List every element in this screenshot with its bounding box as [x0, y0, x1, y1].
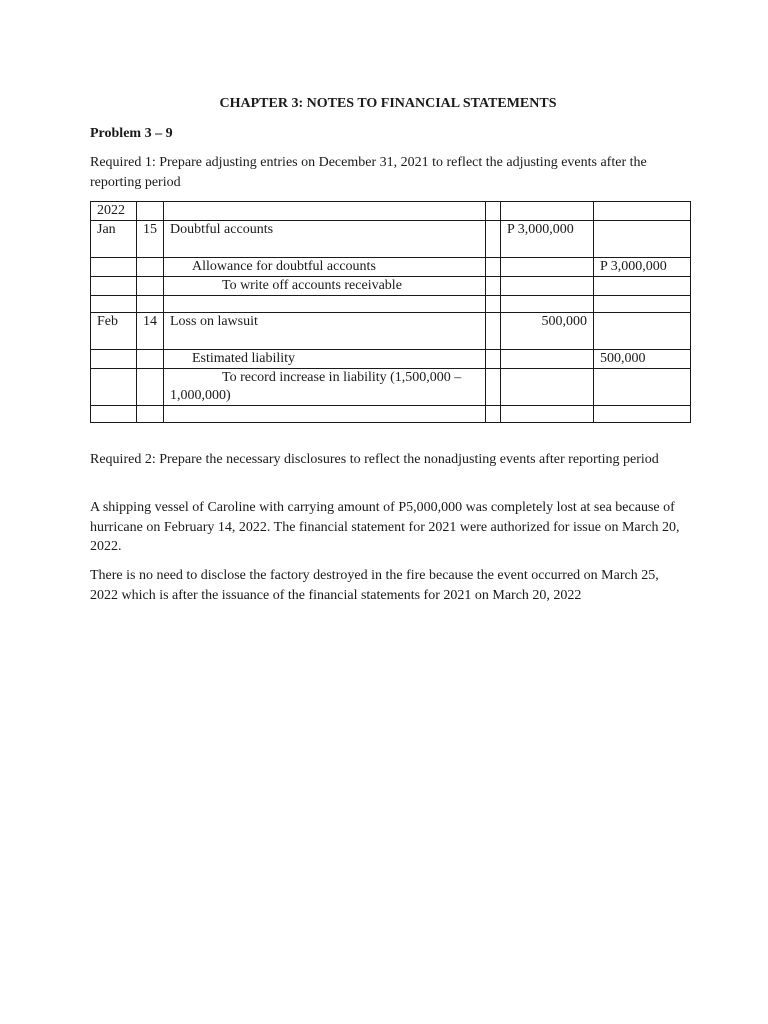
debit-account-cell: Doubtful accounts [164, 221, 486, 258]
year-cell: 2022 [91, 202, 137, 221]
explanation-cell: To write off accounts receivable [222, 278, 402, 293]
chapter-title: CHAPTER 3: NOTES TO FINANCIAL STATEMENTS [219, 96, 557, 111]
table-row [91, 296, 691, 313]
table-row [91, 369, 691, 406]
debit-amount-cell: P 3,000,000 [501, 221, 594, 258]
table-row [91, 406, 691, 423]
table-row [91, 258, 691, 277]
credit-amount-cell: 500,000 [594, 350, 691, 369]
credit-account-cell: Estimated liability [192, 351, 296, 366]
table-row [91, 202, 691, 221]
disclosure-paragraph-2: There is no need to disclose the factory destroyed in the fire because the event occurred on March 25, 2022 which is after the issuance of the financial statements for 2021 on March 20, 2022 [90, 568, 659, 603]
problem-heading: Problem 3 – 9 [90, 126, 173, 141]
required-2-text: Required 2: Prepare the necessary disclosures to reflect the nonadjusting events after reporting period [90, 452, 659, 467]
credit-account-cell: Allowance for doubtful accounts [192, 259, 376, 274]
table-row [91, 313, 691, 350]
explanation-text: To record increase in liability (1,500,000 – 1,000,000) [170, 370, 462, 403]
explanation-cell [164, 369, 486, 406]
day-cell: 15 [137, 221, 164, 258]
debit-account-cell: Loss on lawsuit [164, 313, 486, 350]
disclosure-paragraph-1: A shipping vessel of Caroline with carrying amount of P5,000,000 was completely lost at sea because of hurricane on February 14, 2022. The financial statement for 2021 were authorized for issue on March 20, 2022. [90, 500, 680, 554]
day-cell: 14 [137, 313, 164, 350]
table-row [91, 277, 691, 296]
journal-entries-table [90, 201, 691, 423]
required-1-text: Required 1: Prepare adjusting entries on December 31, 2021 to reflect the adjusting events after the reporting period [90, 155, 647, 190]
debit-amount-cell: 500,000 [501, 313, 594, 350]
credit-amount-cell: P 3,000,000 [594, 258, 691, 277]
table-row [91, 221, 691, 258]
month-cell: Feb [91, 313, 137, 350]
table-row [91, 350, 691, 369]
month-cell: Jan [91, 221, 137, 258]
